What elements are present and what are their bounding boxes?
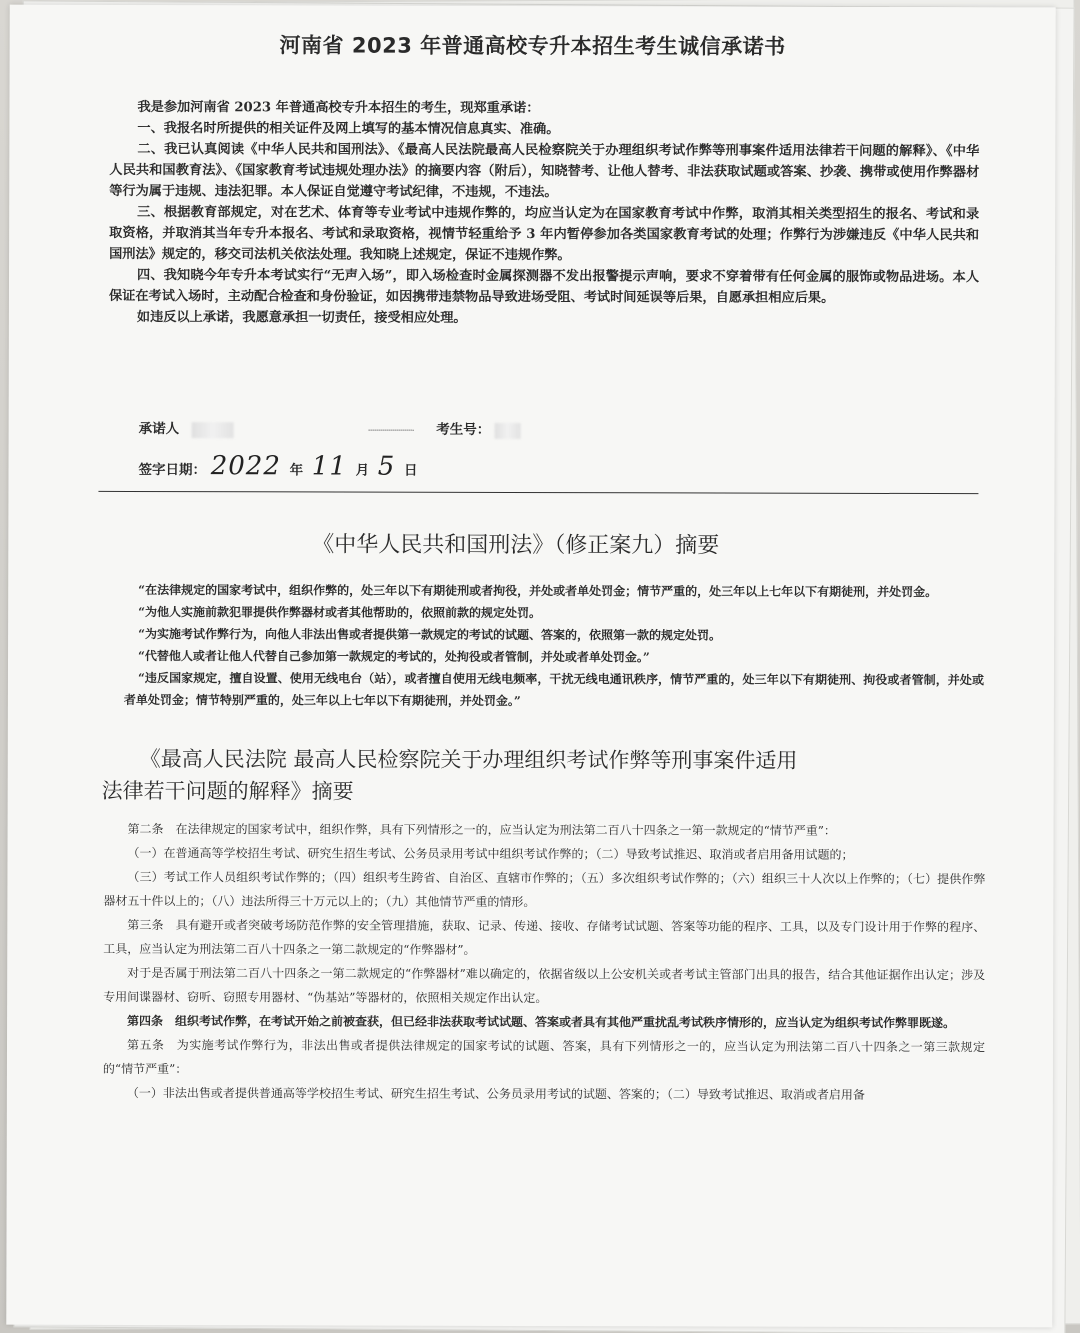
law-paragraph: “代替他人或者让他人代替自己参加第一款规定的考试的，处拘役或者管制，并处或者单处罚金。” [138,648,650,665]
document-page [6,5,1055,1328]
handwritten-day: 5 [377,451,396,482]
exam-number-label: 考生号： [436,421,491,438]
law-paragraph: “为实施考试作弊行为，向他人非法出售或者提供第一款规定的考试的试题、答案的，依照第一款的规定处罚。 [138,626,722,643]
article-2: 第二条 在法律规定的国家考试中，组织作弊，具有下列情形之一的，应当认定为刑法第二百八十四条之一第一款规定的“情节严重”： [127,821,836,838]
promiser-label: 承诺人 [138,420,180,438]
sign-date-label: 签字日期： [138,461,207,479]
handwritten-year: 2022 [210,451,281,482]
year-char: 年 [289,462,304,479]
redacted-name [192,422,234,438]
signature-row [139,417,521,439]
month-char: 月 [355,462,370,479]
pledge-closing: 如违反以上承诺，我愿意承担一切责任，接受相应处理。 [136,309,467,326]
article-5-items: （一）非法出售或者提供普通高等学校招生考试、研究生招生考试、公务员录用考试的试题、答案的；（二）导致考试推迟、取消或者启用备 [126,1085,865,1102]
pledge-item-1: 一、我报名时所提供的相关证件及网上填写的基本情况信息真实、准确。 [137,120,560,138]
article-2-items: （三）考试工作人员组织考试作弊的；（四）组织考生跨省、自治区、直辖市作弊的；（五）多次组织考试作弊的；（六）组织三十人次以上作弊的；（七）提供作弊器材五十件以上的；（八）违法所得三十万元以上的；（九）其他情节严重的情形。 [103,869,986,910]
day-char: 日 [404,462,418,479]
article-2-items: （一）在普通高等学校招生考试、研究生招生考试、公务员录用考试中组织考试作弊的；（二）导致考试推迟、取消或者启用备用试题的； [127,845,854,862]
pledge-item-2: 二、我已认真阅读《中华人民共和国刑法》、《最高人民法院最高人民检察院关于办理组织考试作弊等刑事案件适用法律若干问题的解释》、《中华人民共和国教育法》、《国家教育考试违规处理办法》的摘要内容（附后），知晓替考、让他人替考、非法获取试题或答案、抄袭、携带或使用作弊器材等行为属于违规、违法犯罪。本人保证自觉遵守考试纪律，不违规，不违法。 [109,141,980,201]
pledge-body [109,97,980,330]
law-paragraph: “在法律规定的国家考试中，组织作弊的，处三年以下有期徒刑或者拘役，并处或者单处罚金；情节严重的，处三年以上七年以下有期徒刑，并处罚金。 [138,582,938,600]
pledge-item-4: 四、我知晓今年专升本考试实行“无声入场”，即入场检查时金属探测器不发出报警提示声响，要求不穿着带有任何金属的服饰或物品进场。本人保证在考试入场时，主动配合检查和身份验证，如因携带违禁物品导致进场受阻、考试时间延误等后果，自愿承担相应后果。 [108,267,980,306]
section-divider [98,491,978,494]
pledge-intro: 我是参加河南省 2023 年普通高校专升本招生的考生，现郑重承诺： [137,99,540,117]
signature-line [369,430,414,431]
article-3: 第三条 具有避开或者突破考场防范作弊的安全管理措施，获取、记录、传递、接收、存储考试试题、答案等功能的程序、工具，以及专门设计用于作弊的程序、工具，应当认定为刑法第二百八十四条之一第二款规定的“作弊器材”。 [103,917,986,957]
interpretation-title-line-2: 法律若干问题的解释》摘要 [101,778,354,804]
document-title: 河南省 2023 年普通高校专升本招生考生诚信承诺书 [279,33,786,59]
redacted-exam-number [495,422,521,438]
article-3-supplement: 对于是否属于刑法第二百八十四条之一第二款规定的“作弊器材”难以确定的，依据省级以上公安机关或者考试主管部门出具的报告，结合其他证据作出认定；涉及专用间谍器材、窃听、窃照专用器材、“伪基站”等器材的，依照相关规定作出认定。 [103,965,986,1006]
interpretation-title-line-1: 《最高人民法院 最高人民检察院关于办理组织考试作弊等刑事案件适用 [139,746,798,773]
pledge-item-3: 三、根据教育部规定，对在艺术、体育等专业考试中违规作弊的，均应当认定为在国家教育考试中作弊，取消其相关类型招生的报名、考试和录取资格，并取消其当年专升本报名、考试和录取资格，视情节轻重给予 3 年内暂停参加各类国家教育考试的处理；作弊行为涉嫌违反《中华人民共和国刑法》规定的，移交司法机关依法处理。我知晓上述规定，保证不违规作弊。 [109,204,980,264]
handwritten-month: 11 [311,451,347,482]
interpretation-excerpt [103,817,986,1107]
criminal-law-title: 《中华人民共和国刑法》（修正案九）摘要 [312,532,720,559]
article-4: 第四条 组织考试作弊，在考试开始之前被查获，但已经非法获取考试试题、答案或者具有其他严重扰乱考试秩序情形的，应当认定为组织考试作弊罪既遂。 [127,1013,956,1031]
law-paragraph: “为他人实施前款犯罪提供作弊器材或者其他帮助的，依照前款的规定处罚。 [138,604,542,621]
law-paragraph: “违反国家规定，擅自设置、使用无线电台（站），或者擅自使用无线电频率，干扰无线电通讯秩序，情节严重的，处三年以下有期徒刑、拘役或者管制，并处或者单处罚金；情节特别严重的，处三年以上七年以下有期徒刑，并处罚金。” [123,670,984,708]
article-5: 第五条 为实施考试作弊行为，非法出售或者提供法律规定的国家考试的试题、答案，具有下列情形之一的，应当认定为刑法第二百八十四条之一第三款规定的“情节严重”： [102,1037,986,1077]
sign-date-row [138,451,417,482]
criminal-law-excerpt [124,579,984,713]
